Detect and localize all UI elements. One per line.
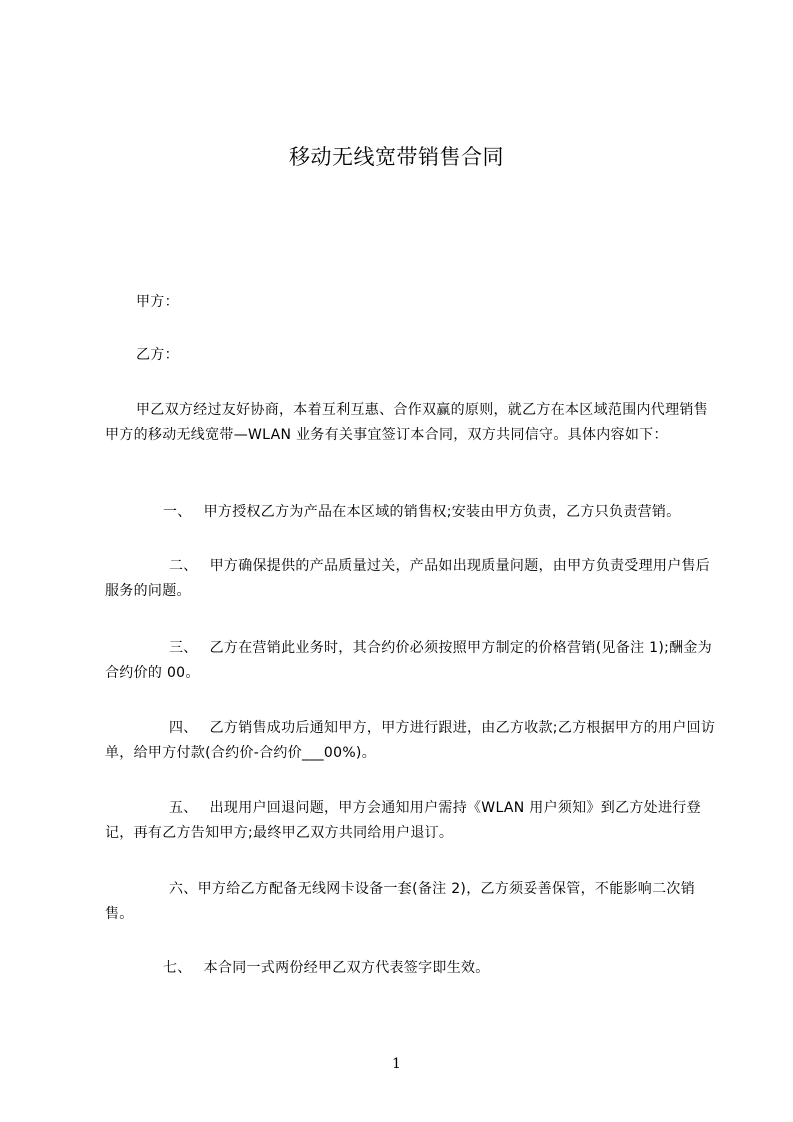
document-title: 移动无线宽带销售合同 — [289, 145, 504, 169]
clause-number: 四、 — [169, 720, 198, 736]
clause-number: 七、 — [163, 960, 192, 976]
intro-paragraph: 甲乙双方经过友好协商，本着互利互惠、合作双赢的原则，就乙方在本区域范围内代理销售甲方的移动无线宽带—WLAN 业务有关事宜签订本合同，双方共同信守。具体内容如下： — [105, 402, 708, 443]
clause-4 — [105, 716, 717, 766]
clause-text: 甲方授权乙方为产品在本区域的销售权;安装由甲方负责，乙方只负责营销。 — [203, 504, 681, 520]
clause-2 — [105, 554, 717, 604]
page-number: 1 — [392, 1056, 401, 1072]
clause-text: 甲方给乙方配备无线网卡设备一套(备注 2)，乙方须妥善保管，不能影响二次销售。 — [105, 881, 695, 922]
clause-5 — [105, 796, 717, 846]
clause-text: 本合同一式两份经甲乙双方代表签字即生效。 — [203, 960, 490, 976]
clause-number: 二、 — [169, 558, 198, 574]
party-b-label: 乙方： — [136, 347, 179, 363]
clause-number: 六、 — [169, 881, 198, 897]
clause-number: 五、 — [169, 800, 198, 816]
clause-6 — [105, 877, 717, 927]
clause-text: 甲方确保提供的产品质量过关，产品如出现质量问题，由甲方负责受理用户售后服务的问题。 — [105, 558, 711, 599]
clause-number: 一、 — [163, 504, 192, 520]
clause-text: 乙方在营销此业务时，其合约价必须按照甲方制定的价格营销(见备注 1);酬金为合约价的 00。 — [105, 640, 713, 681]
clause-1 — [105, 500, 717, 525]
party-a-label: 甲方： — [136, 294, 179, 310]
clause-number: 三、 — [169, 640, 198, 656]
clause-3 — [105, 636, 717, 686]
clause-text: 乙方销售成功后通知甲方，甲方进行跟进，由乙方收款;乙方根据甲方的用户回访单，给甲方付款(合约价-合约价___00%)。 — [105, 720, 716, 761]
clause-text: 出现用户回退问题，甲方会通知用户需持《WLAN 用户须知》到乙方处进行登记，再有乙方告知甲方;最终甲乙双方共同给用户退订。 — [105, 800, 701, 841]
clause-7 — [105, 956, 717, 981]
